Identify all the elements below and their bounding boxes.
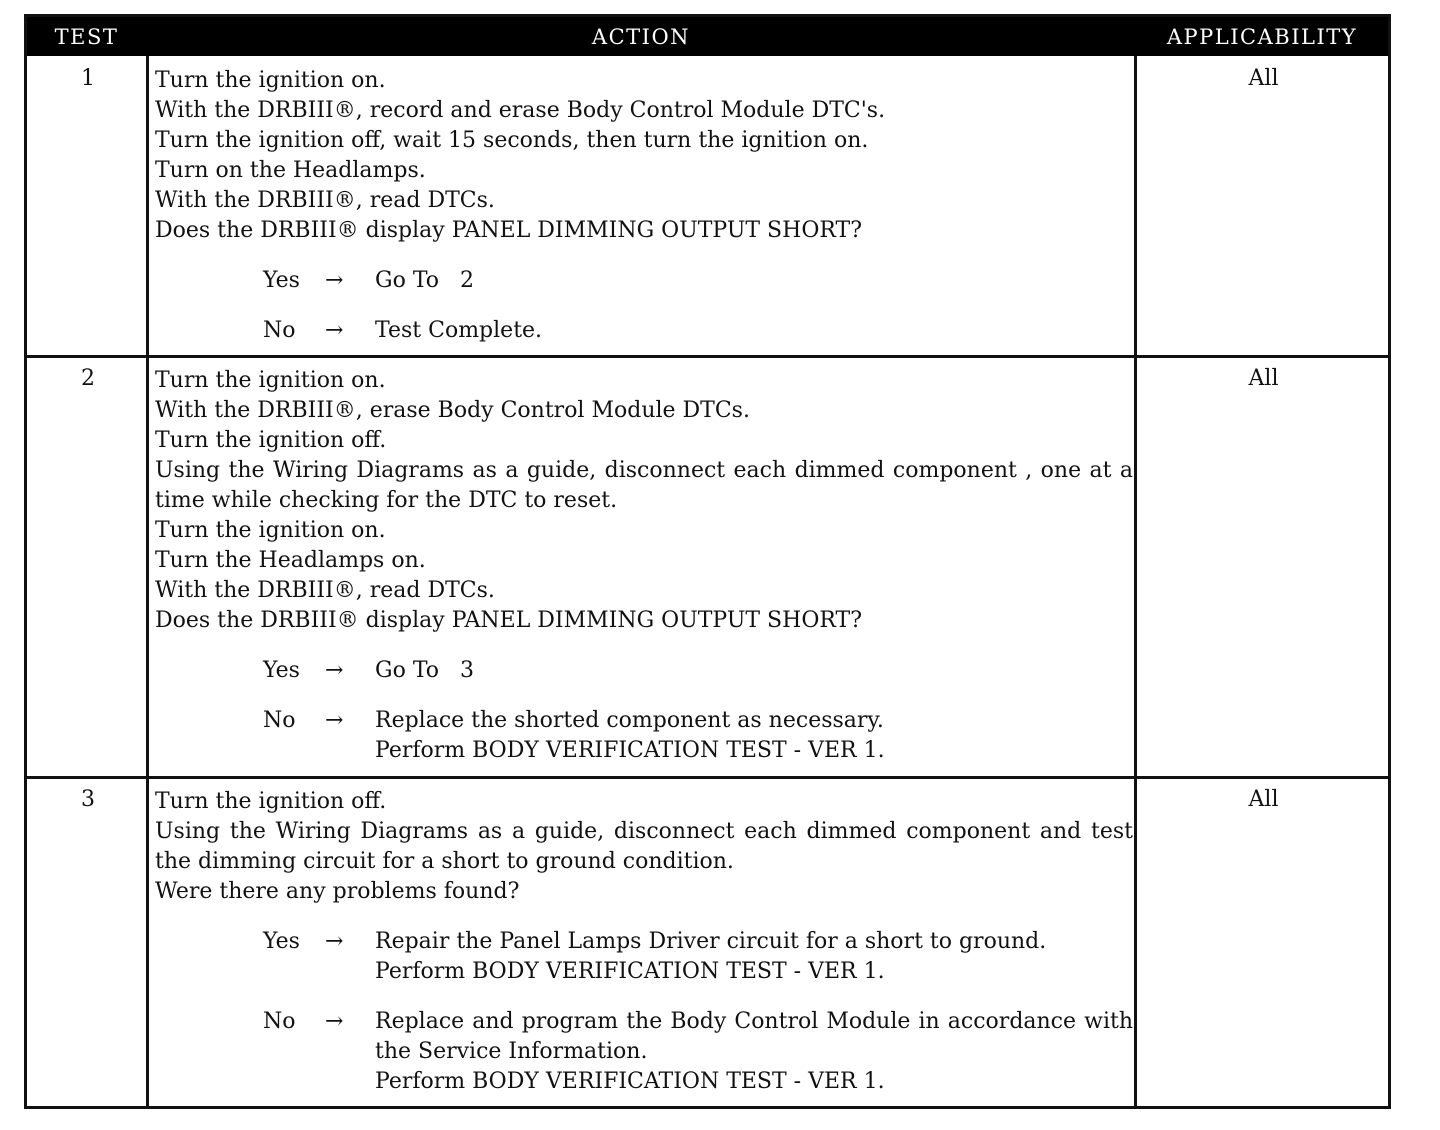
no-label: No bbox=[263, 708, 296, 733]
header-applicability: APPLICABILITY bbox=[1166, 25, 1358, 49]
yes-result bbox=[375, 656, 1133, 686]
yes-label: Yes bbox=[263, 929, 300, 954]
action-step: With the DRBIII®, read DTCs. bbox=[155, 188, 495, 213]
action-step: Turn the ignition off, wait 15 seconds, then turn the ignition on. bbox=[155, 128, 869, 153]
result-line: Perform BODY VERIFICATION TEST - VER 1. bbox=[375, 738, 885, 763]
result-line: Replace and program the Body Control Module in accordance with the Service Information. bbox=[375, 1009, 1133, 1064]
applicability-value: All bbox=[1248, 787, 1279, 812]
no-label: No bbox=[263, 1009, 296, 1034]
action-step: With the DRBIII®, erase Body Control Module DTCs. bbox=[155, 398, 750, 423]
action-step: Turn the ignition on. bbox=[155, 68, 386, 93]
result-line: Repair the Panel Lamps Driver circuit for a short to ground. bbox=[375, 929, 1047, 954]
applicability-value: All bbox=[1248, 366, 1279, 391]
result-line: Perform BODY VERIFICATION TEST - VER 1. bbox=[375, 959, 885, 984]
yes-branch bbox=[263, 656, 1133, 686]
applicability-value: All bbox=[1248, 66, 1279, 91]
action-step: Turn the ignition on. bbox=[155, 518, 386, 543]
right-arrow-icon: → bbox=[325, 268, 344, 293]
no-result bbox=[375, 1007, 1133, 1097]
table-row bbox=[27, 779, 1388, 1106]
no-branch bbox=[263, 1007, 1133, 1097]
yes-result bbox=[375, 266, 1133, 296]
yes-result bbox=[375, 927, 1133, 987]
test-number: 2 bbox=[81, 366, 95, 391]
yes-label: Yes bbox=[263, 268, 300, 293]
table-row bbox=[27, 358, 1388, 776]
test-number: 3 bbox=[81, 787, 95, 812]
right-arrow-icon: → bbox=[325, 1009, 344, 1034]
no-result bbox=[375, 316, 1133, 346]
action-step: Turn the ignition on. bbox=[155, 368, 386, 393]
action-step: Using the Wiring Diagrams as a guide, disconnect each dimmed component , one at a time while checking for the DTC to reset. bbox=[155, 458, 1133, 513]
right-arrow-icon: → bbox=[325, 658, 344, 683]
result-line: Go To 2 bbox=[375, 268, 474, 293]
result-line: Test Complete. bbox=[375, 318, 543, 343]
no-branch bbox=[263, 316, 1133, 346]
action-cell bbox=[155, 366, 1133, 766]
yes-label: Yes bbox=[263, 658, 300, 683]
action-cell bbox=[155, 66, 1133, 346]
test-number: 1 bbox=[81, 66, 95, 91]
right-arrow-icon: → bbox=[325, 929, 344, 954]
yes-branch bbox=[263, 266, 1133, 296]
action-step: Using the Wiring Diagrams as a guide, disconnect each dimmed component and test the dimming circuit for a short to ground condition. bbox=[155, 819, 1133, 874]
table-header bbox=[27, 17, 1388, 56]
action-step: Were there any problems found? bbox=[155, 879, 520, 904]
right-arrow-icon: → bbox=[325, 708, 344, 733]
header-test: TEST bbox=[54, 25, 119, 49]
action-step: Turn the ignition off. bbox=[155, 428, 387, 453]
action-step: Turn the Headlamps on. bbox=[155, 548, 426, 573]
result-line: Go To 3 bbox=[375, 658, 474, 683]
result-line: Perform BODY VERIFICATION TEST - VER 1. bbox=[375, 1069, 885, 1094]
action-step: Turn on the Headlamps. bbox=[155, 158, 426, 183]
diagnostic-test-table bbox=[24, 14, 1391, 1109]
header-action: ACTION bbox=[591, 25, 691, 49]
action-cell bbox=[155, 787, 1133, 1097]
no-branch bbox=[263, 706, 1133, 766]
action-step: With the DRBIII®, read DTCs. bbox=[155, 578, 495, 603]
action-step: With the DRBIII®, record and erase Body Control Module DTC's. bbox=[155, 98, 886, 123]
no-result bbox=[375, 706, 1133, 766]
table-row bbox=[27, 58, 1388, 355]
no-label: No bbox=[263, 318, 296, 343]
right-arrow-icon: → bbox=[325, 318, 344, 343]
yes-branch bbox=[263, 927, 1133, 987]
result-line: Replace the shorted component as necessary. bbox=[375, 708, 884, 733]
action-step: Turn the ignition off. bbox=[155, 789, 387, 814]
action-step: Does the DRBIII® display PANEL DIMMING OUTPUT SHORT? bbox=[155, 218, 862, 243]
action-step: Does the DRBIII® display PANEL DIMMING OUTPUT SHORT? bbox=[155, 608, 862, 633]
